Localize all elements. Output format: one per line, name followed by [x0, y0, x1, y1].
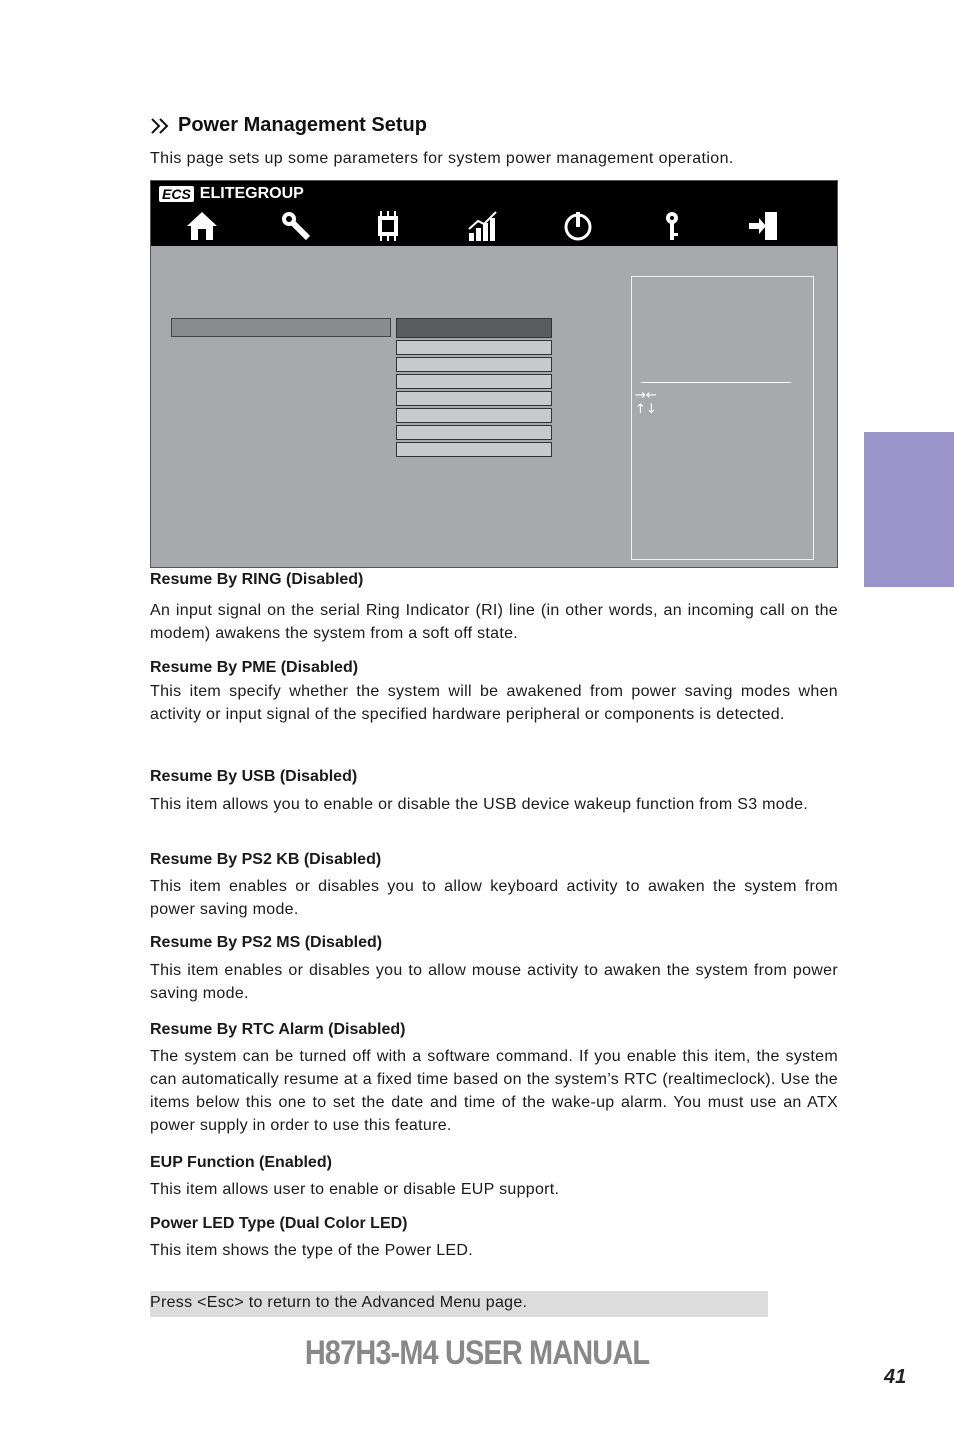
option-row[interactable]: [396, 340, 552, 355]
help-divider: [641, 382, 791, 383]
item-title: Resume By PME (Disabled): [150, 659, 359, 676]
brand-logo: ECS: [159, 186, 194, 202]
item-description: This item shows the type of the Power LED.: [150, 1242, 473, 1259]
item-title: Resume By RING (Disabled): [150, 571, 364, 588]
manual-title: H87H3-M4 USER MANUAL: [304, 1334, 650, 1372]
section-intro: This page sets up some parameters for system power management operation.: [150, 150, 734, 167]
home-icon[interactable]: [185, 209, 219, 243]
item-description: This item enables or disables you to allow keyboard activity to awaken the system from power saving mode.: [150, 878, 838, 918]
brand-name: ELITEGROUP: [199, 185, 304, 202]
power-icon[interactable]: [561, 209, 595, 243]
option-row[interactable]: [396, 391, 552, 406]
item-description: This item specify whether the system will be awakened from power saving modes when activity or input signal of the specified hardware peripheral or components is detected.: [150, 683, 838, 723]
option-row[interactable]: [396, 425, 552, 440]
navigation-arrows-icon: →← ↑↓: [635, 388, 657, 417]
bios-toolbar: [151, 181, 837, 246]
option-row[interactable]: [396, 442, 552, 457]
double-chevron-icon: [150, 116, 170, 136]
section-title-text: Power Management Setup: [178, 114, 427, 136]
exit-icon[interactable]: [747, 209, 781, 243]
option-row[interactable]: [396, 357, 552, 372]
item-description: The system can be turned off with a software command. If you enable this item, the system can automatically resume at a fixed time based on the system’s RTC (realtimeclock). Use the items below this one to set the date and time of the wake-up alarm. You must use an ATX power supply in order to use this feature.: [150, 1048, 838, 1134]
chip-icon[interactable]: [371, 209, 405, 243]
footer-note: Press <Esc> to return to the Advanced Menu page.: [150, 1291, 768, 1317]
help-panel: [631, 276, 814, 560]
option-selected[interactable]: [396, 318, 552, 338]
item-description: This item enables or disables you to allow mouse activity to awaken the system from power saving mode.: [150, 962, 838, 1002]
bios-screenshot: [150, 180, 838, 568]
item-description: This item allows user to enable or disable EUP support.: [150, 1181, 560, 1198]
option-row[interactable]: [396, 374, 552, 389]
item-description: This item allows you to enable or disable the USB device wakeup function from S3 mode.: [150, 796, 809, 813]
chapter-side-tab: [864, 432, 954, 587]
key-icon[interactable]: [655, 209, 689, 243]
item-title: EUP Function (Enabled): [150, 1154, 332, 1171]
item-title: Resume By PS2 KB (Disabled): [150, 851, 382, 868]
item-title: Power LED Type (Dual Color LED): [150, 1215, 408, 1232]
item-title: Resume By USB (Disabled): [150, 768, 358, 785]
item-title: Resume By RTC Alarm (Disabled): [150, 1021, 406, 1038]
bios-brand: [159, 185, 304, 203]
chart-icon[interactable]: [466, 209, 500, 243]
option-row[interactable]: [396, 408, 552, 423]
page-number: 41: [884, 1366, 907, 1388]
section-title: [150, 114, 427, 137]
item-description: An input signal on the serial Ring Indicator (RI) line (in other words, an incoming call on the modem) awakens the system from a soft off state.: [150, 602, 838, 642]
selected-setting-row[interactable]: [171, 318, 391, 337]
item-title: Resume By PS2 MS (Disabled): [150, 934, 383, 951]
wrench-icon[interactable]: [279, 209, 313, 243]
